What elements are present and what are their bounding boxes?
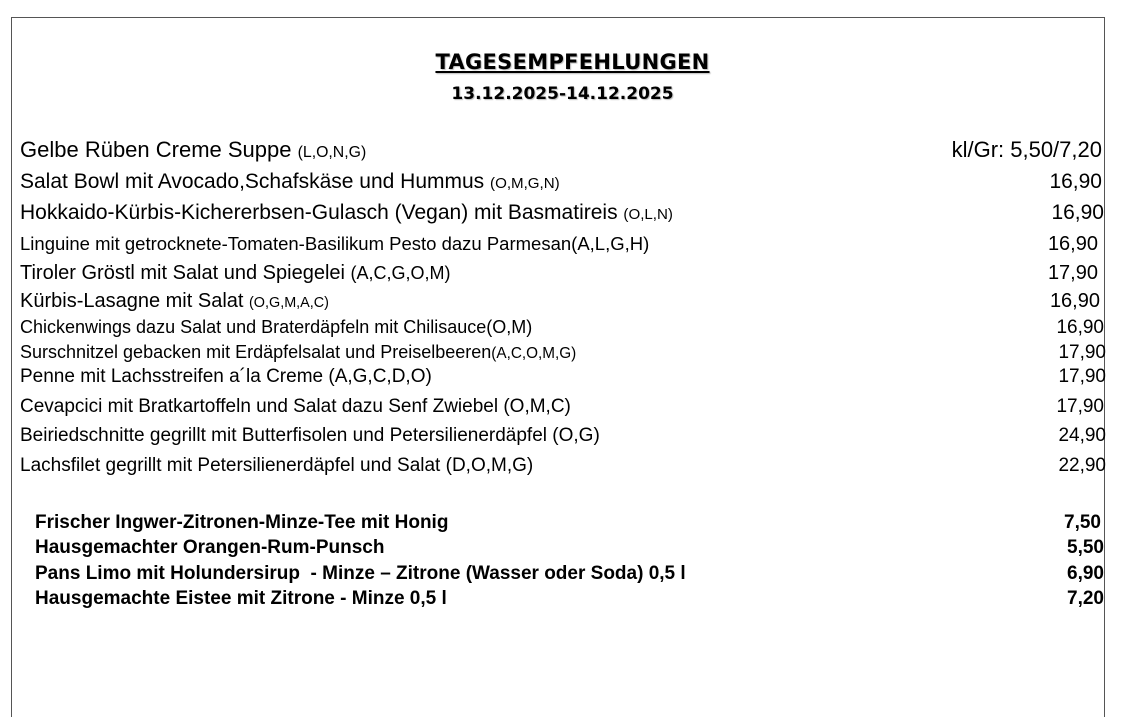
drink-name: Hausgemachter Orangen-Rum-Punsch [35,537,385,558]
dish-name: Cevapcici mit Bratkartoffeln und Salat dazu Senf Zwiebel (O,M,C) [20,396,571,417]
dish-price: 16,90 [1056,317,1104,338]
dish-price: 16,90 [1049,170,1102,193]
drink-price: 7,20 [1067,588,1104,609]
dish-name: Penne mit Lachsstreifen a´la Creme (A,G,C,D,O) [20,366,432,387]
drink-price: 7,50 [1064,512,1101,533]
dish-allergens: (A,C,G,O,M) [350,263,451,283]
dish-allergens: (O,L,N) [623,206,673,223]
dish-price: 16,90 [1047,233,1098,255]
dish-price: 17,90 [1056,396,1104,417]
page-title: TAGESEMPFEHLUNGEN [435,50,710,74]
drink-price: 6,90 [1067,563,1104,584]
dish-allergens: (O,G,M,A,C) [249,295,329,311]
date-range: 13.12.2025-14.12.2025 [451,84,674,104]
dish-name: Linguine mit getrocknete-Tomaten-Basilikum Pesto dazu Parmesan(A,L,G,H) [20,233,650,254]
dish-name: Kürbis-Lasagne mit Salat (O,G,M,A,C) [20,290,329,312]
dish-name: Lachsfilet gegrillt mit Petersilienerdäpfel und Salat (D,O,M,G) [20,455,534,476]
drink-name: Pans Limo mit Holundersirup - Minze – Zitrone (Wasser oder Soda) 0,5 l [35,563,686,584]
dish-name: Salat Bowl mit Avocado,Schafskäse und Hummus (O,M,G,N) [20,170,560,193]
dish-allergens: (L,O,N,G) [297,144,367,161]
dish-price: 17,90 [1047,262,1098,284]
dish-name: Tiroler Gröstl mit Salat und Spiegelei (A,C,G,O,M) [20,262,451,284]
dish-price: 24,90 [1058,425,1106,446]
dish-name: Chickenwings dazu Salat und Braterdäpfeln mit Chilisauce(O,M) [20,317,533,337]
dish-price: 16,90 [1051,201,1104,224]
drink-name: Hausgemachte Eistee mit Zitrone - Minze 0,5 l [35,588,447,609]
dish-price: 17,90 [1058,342,1106,363]
dish-price: 22,90 [1058,455,1106,476]
drink-price: 5,50 [1067,537,1104,558]
dish-price: kl/Gr: 5,50/7,20 [951,137,1102,162]
dish-name: Hokkaido-Kürbis-Kichererbsen-Gulasch (Vegan) mit Basmatireis (O,L,N) [20,201,673,224]
dish-name: Gelbe Rüben Creme Suppe (L,O,N,G) [20,137,367,162]
dish-price: 16,90 [1049,290,1100,312]
dish-allergens: (O,M,G,N) [490,175,560,192]
dish-name: Beiriedschnitte gegrillt mit Butterfisolen und Petersilienerdäpfel (O,G) [20,425,600,446]
dish-allergens: (A,C,O,M,G) [491,345,577,362]
drink-name: Frischer Ingwer-Zitronen-Minze-Tee mit Honig [35,512,449,533]
dish-price: 17,90 [1058,366,1106,387]
dish-name: Surschnitzel gebacken mit Erdäpfelsalat und Preiselbeeren(A,C,O,M,G) [20,342,577,362]
